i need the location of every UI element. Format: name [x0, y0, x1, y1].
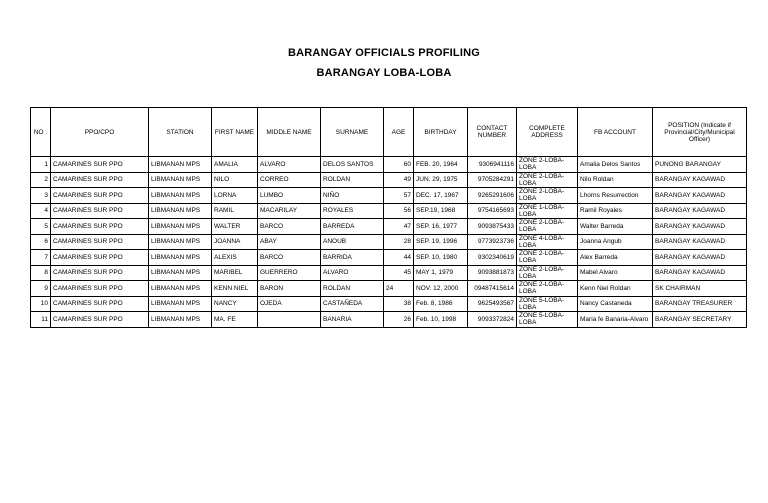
cell-birthday: SEP. 16, 1977: [414, 219, 468, 235]
header-row: [31, 108, 747, 157]
cell-no: 2: [31, 172, 51, 188]
cell-first-name: AMALIA: [212, 157, 258, 173]
cell-no: 6: [31, 234, 51, 250]
table-row: [31, 172, 747, 188]
table-row: [31, 219, 747, 235]
cell-position: BARANGAY KAGAWAD: [653, 250, 747, 266]
cell-birthday: Feb. 8, 1986: [414, 296, 468, 312]
cell-age: 38: [384, 296, 414, 312]
cell-no: 11: [31, 312, 51, 328]
table-row: [31, 265, 747, 281]
cell-fb: Nilo Roldan: [578, 172, 653, 188]
table-row: [31, 281, 747, 297]
cell-no: 10: [31, 296, 51, 312]
cell-station: LIBMANAN MPS: [149, 250, 212, 266]
cell-no: 8: [31, 265, 51, 281]
page-title: BARANGAY OFFICIALS PROFILING: [288, 47, 480, 59]
cell-ppo: CAMARINES SUR PPO: [51, 265, 149, 281]
cell-middle-name: LUMBO: [258, 188, 321, 204]
col-header-middle-name: MIDDLE NAME: [258, 108, 321, 157]
cell-contact: 9705284291: [468, 172, 517, 188]
cell-age: 28: [384, 234, 414, 250]
cell-fb: Alex Barreda: [578, 250, 653, 266]
cell-middle-name: MACARILAY: [258, 203, 321, 219]
cell-middle-name: GUERRERO: [258, 265, 321, 281]
cell-fb: Nancy Castaneda: [578, 296, 653, 312]
cell-station: LIBMANAN MPS: [149, 219, 212, 235]
cell-surname: ROYALES: [321, 203, 384, 219]
cell-age: 24: [384, 281, 414, 297]
cell-fb: Lhorns Resurrection: [578, 188, 653, 204]
col-header-fb: FB ACCOUNT: [578, 108, 653, 157]
cell-birthday: NOV. 12, 2000: [414, 281, 468, 297]
cell-birthday: JUN. 29, 1975: [414, 172, 468, 188]
cell-age: 26: [384, 312, 414, 328]
cell-surname: ROLDAN: [321, 281, 384, 297]
cell-address: ZONE 5-LOBA-LOBA: [517, 296, 578, 312]
cell-first-name: RAMIL: [212, 203, 258, 219]
cell-ppo: CAMARINES SUR PPO: [51, 188, 149, 204]
cell-first-name: WALTER: [212, 219, 258, 235]
cell-no: 9: [31, 281, 51, 297]
cell-no: 4: [31, 203, 51, 219]
cell-contact: 9754165693: [468, 203, 517, 219]
cell-surname: ROLDAN: [321, 172, 384, 188]
cell-address: ZONE 1-LOBA-LOBA: [517, 203, 578, 219]
cell-station: LIBMANAN MPS: [149, 172, 212, 188]
cell-age: 56: [384, 203, 414, 219]
cell-position: BARANGAY KAGAWAD: [653, 234, 747, 250]
cell-address: ZONE 2-LOBA-LOBA: [517, 265, 578, 281]
cell-age: 49: [384, 172, 414, 188]
cell-contact: 9093372824: [468, 312, 517, 328]
cell-address: ZONE 2-LOBA-LOBA: [517, 172, 578, 188]
cell-age: 44: [384, 250, 414, 266]
col-header-position: POSITION (Indicate if Provincial/City/Municipal Officer): [653, 108, 747, 157]
cell-first-name: ALEXIS: [212, 250, 258, 266]
cell-address: ZONE 5-LOBA-LOBA: [517, 312, 578, 328]
cell-position: SK CHAIRMAN: [653, 281, 747, 297]
col-header-station: STATION: [149, 108, 212, 157]
cell-surname: NIÑO: [321, 188, 384, 204]
cell-surname: ALVARO: [321, 265, 384, 281]
col-header-birthday: BIRTHDAY: [414, 108, 468, 157]
cell-surname: BARRIDA: [321, 250, 384, 266]
cell-station: LIBMANAN MPS: [149, 157, 212, 173]
cell-middle-name: OJEDA: [258, 296, 321, 312]
cell-no: 7: [31, 250, 51, 266]
col-header-first-name: FIRST NAME: [212, 108, 258, 157]
cell-middle-name: ALVARO: [258, 157, 321, 173]
cell-station: LIBMANAN MPS: [149, 281, 212, 297]
cell-surname: BANARIA: [321, 312, 384, 328]
table-row: [31, 157, 747, 173]
cell-middle-name: BARCO: [258, 219, 321, 235]
cell-age: 60: [384, 157, 414, 173]
cell-position: BARANGAY SECRETARY: [653, 312, 747, 328]
cell-surname: ANOUB: [321, 234, 384, 250]
cell-contact: 9625493567: [468, 296, 517, 312]
cell-station: LIBMANAN MPS: [149, 203, 212, 219]
cell-station: LIBMANAN MPS: [149, 234, 212, 250]
cell-position: BARANGAY KAGAWAD: [653, 188, 747, 204]
cell-contact: 9093881873: [468, 265, 517, 281]
cell-surname: DELOS SANTOS: [321, 157, 384, 173]
cell-birthday: SEP. 10, 1980: [414, 250, 468, 266]
cell-ppo: CAMARINES SUR PPO: [51, 234, 149, 250]
col-header-surname: SURNAME: [321, 108, 384, 157]
table-row: [31, 250, 747, 266]
cell-station: LIBMANAN MPS: [149, 312, 212, 328]
cell-station: LIBMANAN MPS: [149, 296, 212, 312]
table-row: [31, 203, 747, 219]
cell-first-name: LORNA: [212, 188, 258, 204]
cell-position: BARANGAY KAGAWAD: [653, 219, 747, 235]
cell-fb: Walter Barreda: [578, 219, 653, 235]
col-header-age: AGE: [384, 108, 414, 157]
cell-birthday: DEC. 17, 1967: [414, 188, 468, 204]
cell-fb: Maria fe Banaria-Alvaro: [578, 312, 653, 328]
cell-address: ZONE 4-LOBA-LOBA: [517, 234, 578, 250]
cell-birthday: Feb. 10, 1998: [414, 312, 468, 328]
cell-contact: 9306941116: [468, 157, 517, 173]
cell-no: 3: [31, 188, 51, 204]
cell-contact: 9265291606: [468, 188, 517, 204]
cell-contact: 9302340619: [468, 250, 517, 266]
table-row: [31, 296, 747, 312]
cell-age: 45: [384, 265, 414, 281]
table-row: [31, 188, 747, 204]
cell-middle-name: BARON: [258, 281, 321, 297]
col-header-contact: CONTACT NUMBER: [468, 108, 517, 157]
cell-fb: Mabel Alvaro: [578, 265, 653, 281]
cell-position: BARANGAY KAGAWAD: [653, 265, 747, 281]
cell-ppo: CAMARINES SUR PPO: [51, 250, 149, 266]
cell-contact: 9773923736: [468, 234, 517, 250]
cell-first-name: KENN NIEL: [212, 281, 258, 297]
cell-address: ZONE 2-LOBA-LOBA: [517, 188, 578, 204]
cell-surname: CASTAÑEDA: [321, 296, 384, 312]
cell-middle-name: ABAY: [258, 234, 321, 250]
cell-address: ZONE 2-LOBA-LOBA: [517, 250, 578, 266]
cell-birthday: SEP. 19, 1996: [414, 234, 468, 250]
cell-contact: 09487415614: [468, 281, 517, 297]
cell-birthday: FEB. 20, 1964: [414, 157, 468, 173]
table-row: [31, 234, 747, 250]
cell-ppo: CAMARINES SUR PPO: [51, 281, 149, 297]
cell-first-name: NANCY: [212, 296, 258, 312]
cell-address: ZONE 2-LOBA-LOBA: [517, 281, 578, 297]
cell-position: BARANGAY KAGAWAD: [653, 203, 747, 219]
cell-age: 47: [384, 219, 414, 235]
table-row: [31, 312, 747, 328]
cell-surname: BARREDA: [321, 219, 384, 235]
cell-contact: 9093875433: [468, 219, 517, 235]
cell-first-name: NILO: [212, 172, 258, 188]
page-subtitle: BARANGAY LOBA-LOBA: [316, 67, 452, 79]
cell-age: 57: [384, 188, 414, 204]
cell-ppo: CAMARINES SUR PPO: [51, 203, 149, 219]
cell-station: LIBMANAN MPS: [149, 188, 212, 204]
cell-first-name: MA. FE: [212, 312, 258, 328]
col-header-no: NO .: [31, 108, 51, 157]
cell-birthday: MAY 1, 1979: [414, 265, 468, 281]
cell-ppo: CAMARINES SUR PPO: [51, 312, 149, 328]
cell-ppo: CAMARINES SUR PPO: [51, 157, 149, 173]
cell-fb: Ramil Royales: [578, 203, 653, 219]
cell-fb: Joanna Angub: [578, 234, 653, 250]
col-header-ppo: PPO/CPO: [51, 108, 149, 157]
cell-middle-name: [258, 312, 321, 328]
cell-first-name: JOANNA: [212, 234, 258, 250]
cell-no: 5: [31, 219, 51, 235]
cell-ppo: CAMARINES SUR PPO: [51, 219, 149, 235]
cell-fb: Kenn Niel Roldan: [578, 281, 653, 297]
cell-station: LIBMANAN MPS: [149, 265, 212, 281]
cell-fb: Amalia Delos Santos: [578, 157, 653, 173]
cell-ppo: CAMARINES SUR PPO: [51, 296, 149, 312]
cell-address: ZONE 2-LOBA-LOBA: [517, 157, 578, 173]
cell-no: 1: [31, 157, 51, 173]
cell-position: BARANGAY KAGAWAD: [653, 172, 747, 188]
cell-birthday: SEP.19, 1968: [414, 203, 468, 219]
cell-position: PUNONG BARANGAY: [653, 157, 747, 173]
cell-first-name: MARIBEL: [212, 265, 258, 281]
col-header-address: COMPLETE ADDRESS: [517, 108, 578, 157]
cell-ppo: CAMARINES SUR PPO: [51, 172, 149, 188]
cell-middle-name: BARCO: [258, 250, 321, 266]
cell-position: BARANGAY TREASURER: [653, 296, 747, 312]
officials-table: [30, 107, 747, 328]
cell-address: ZONE 2-LOBA-LOBA: [517, 219, 578, 235]
cell-middle-name: CORREO: [258, 172, 321, 188]
